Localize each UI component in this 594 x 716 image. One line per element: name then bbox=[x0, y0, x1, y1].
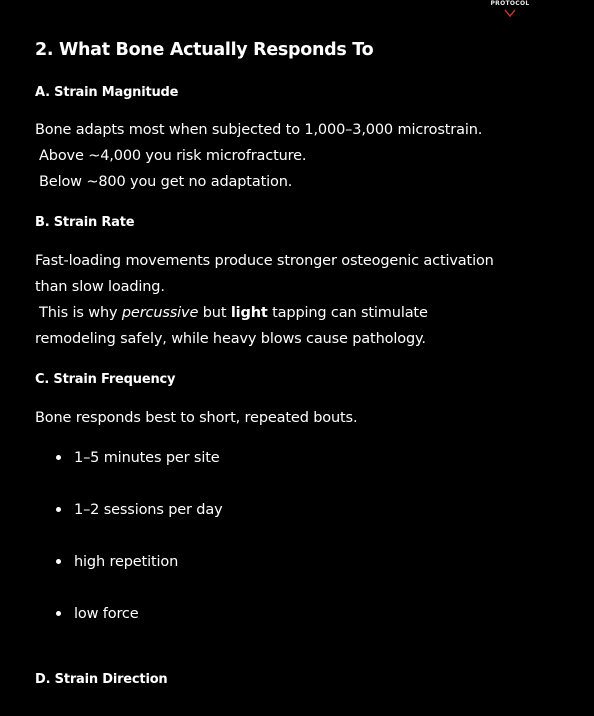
list-item-text: 1–5 minutes per site bbox=[74, 450, 220, 466]
list-item bbox=[35, 498, 223, 550]
strain-magnitude-text bbox=[35, 117, 550, 195]
heading-strain-direction: D. Strain Direction bbox=[35, 672, 168, 687]
section-title: 2. What Bone Actually Responds To bbox=[35, 40, 374, 60]
protocol-label: PROTOCOL bbox=[490, 0, 530, 7]
list-item bbox=[35, 550, 223, 602]
chevron-down-icon[interactable] bbox=[504, 9, 516, 17]
list-item bbox=[35, 446, 223, 498]
list-item-text: high repetition bbox=[74, 554, 179, 570]
bullet-dot-icon bbox=[56, 507, 61, 512]
heading-strain-frequency: C. Strain Frequency bbox=[35, 372, 176, 387]
magnitude-line-1: Bone adapts most when subjected to 1,000–3,000 microstrain. bbox=[35, 122, 483, 138]
emphasis-percussive: percussive bbox=[121, 305, 199, 321]
list-item-text: 1–2 sessions per day bbox=[74, 502, 223, 518]
bullet-dot-icon bbox=[56, 455, 61, 460]
list-item bbox=[35, 602, 223, 654]
strain-rate-text bbox=[35, 248, 550, 352]
rate-line-4: remodeling safely, while heavy blows cause pathology. bbox=[35, 331, 426, 347]
list-item-text: low force bbox=[74, 606, 139, 622]
heading-strain-rate: B. Strain Rate bbox=[35, 215, 135, 230]
rate-line-3-mid: but bbox=[198, 305, 231, 321]
rate-line-3 bbox=[35, 300, 550, 326]
rate-line-2: than slow loading. bbox=[35, 279, 165, 295]
magnitude-line-3: Below ~800 you get no adaptation. bbox=[39, 174, 293, 190]
bullet-dot-icon bbox=[56, 559, 61, 564]
strong-light: light bbox=[230, 305, 268, 321]
rate-line-3-pre: This is why bbox=[39, 305, 122, 321]
rate-line-3-post: tapping can stimulate bbox=[267, 305, 428, 321]
frequency-intro-line: Bone responds best to short, repeated bouts. bbox=[35, 410, 358, 426]
rate-line-1: Fast-loading movements produce stronger osteogenic activation bbox=[35, 253, 494, 269]
bullet-dot-icon bbox=[56, 611, 61, 616]
protocol-nav[interactable] bbox=[490, 0, 530, 17]
strain-frequency-intro bbox=[35, 405, 550, 431]
frequency-bullet-list bbox=[35, 446, 223, 654]
heading-strain-magnitude: A. Strain Magnitude bbox=[35, 85, 179, 100]
magnitude-line-2: Above ~4,000 you risk microfracture. bbox=[39, 148, 307, 164]
